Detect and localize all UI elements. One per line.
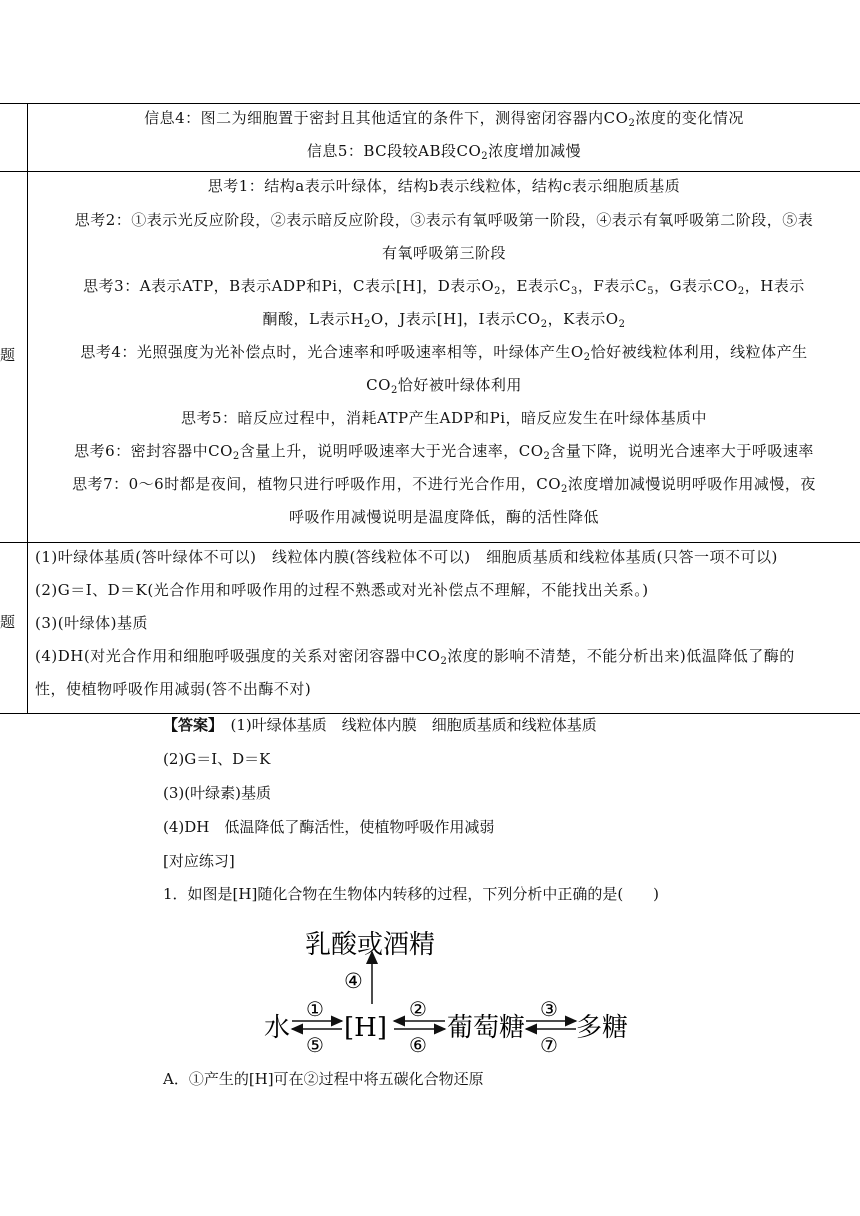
think-side-label: 题: [0, 346, 16, 364]
think-3-line-1: 思考3：A表示ATP，B表示ADP和Pi，C表示[H]，D表示$O_2$，E表示$C_3$，F表示$C_5$，G表示$CO_2$，H表示: [83, 277, 805, 297]
answer-line-1: 【答案】 (1)叶绿体基质 线粒体内膜 细胞质基质和线粒体基质: [163, 716, 597, 734]
think-7-line-2: 呼吸作用减慢说明是温度降低，酶的活性降低: [288, 508, 599, 526]
step-2-label: ②: [409, 997, 427, 1021]
answer-tag: 【答案】: [163, 716, 216, 734]
step-6-label: ⑥: [409, 1033, 427, 1057]
question-1: 1．如图是[H]随化合物在生物体内转移的过程，下列分析中正确的是( ): [163, 885, 660, 903]
hydrogen-transfer-diagram: [0, 918, 860, 1068]
info-4: 信息4：图二为细胞置于密封且其他适宜的条件下，测得密闭容器内$CO_2$浓度的变化情况: [144, 109, 744, 129]
label-glucose: 葡萄糖: [447, 1013, 526, 1043]
think-6: 思考6：密封容器中$CO_2$含量上升，说明呼吸速率大于光合速率，$CO_2$含量下降，说明光合速率大于呼吸速率: [74, 442, 814, 462]
answer-line-4: (4)DH 低温降低了酶活性，使植物呼吸作用减弱: [163, 818, 495, 836]
think-cell: [28, 172, 860, 542]
think-4-line-1: 思考4：光照强度为光补偿点时，光合速率和呼吸速率相等，叶绿体产生$O_2$恰好被线粒体利用，线粒体产生: [80, 343, 808, 363]
step-3-label: ③: [540, 997, 558, 1021]
think-1: 思考1：结构a表示叶绿体，结构b表示线粒体，结构c表示细胞质基质: [207, 177, 681, 195]
think-2-line-1: 思考2：①表示光反应阶段，②表示暗反应阶段，③表示有氧呼吸第一阶段，④表示有氧呼吸第二阶段，⑤表: [74, 211, 814, 229]
explain-cell: [28, 543, 860, 713]
label-polysaccharide: 多糖: [576, 1013, 629, 1043]
step-4-label: ④: [344, 969, 363, 993]
think-3-line-2: 酮酸，L表示$H_2O$，J表示[H]，I表示$CO_2$，K表示$O_2$: [262, 310, 626, 330]
step-7-label: ⑦: [540, 1033, 558, 1057]
think-2-line-2: 有氧呼吸第三阶段: [381, 244, 506, 262]
label-lactic-acid-or-alcohol: 乳酸或酒精: [305, 930, 436, 960]
info-cell: [28, 104, 860, 171]
label-h: [H]: [344, 1013, 387, 1043]
explain-4-line-2: 性，使植物呼吸作用减弱(答不出酶不对): [35, 680, 312, 698]
explain-4-line-1: (4)DH(对光合作用和细胞呼吸强度的关系对密闭容器中$CO_2$浓度的影响不清楚，不能分析出来)低温降低了酶的: [35, 647, 795, 667]
option-a: A．①产生的[H]可在②过程中将五碳化合物还原: [163, 1070, 484, 1088]
label-water: 水: [264, 1013, 291, 1043]
think-4-line-2: $CO_2$恰好被叶绿体利用: [366, 376, 522, 396]
info-5: 信息5：BC段较AB段$CO_2$浓度增加减慢: [306, 142, 582, 162]
practice-heading: [对应练习]: [163, 852, 235, 870]
step-1-label: ①: [306, 997, 324, 1021]
think-7-line-1: 思考7：0～6时都是夜间，植物只进行呼吸作用，不进行光合作用，$CO_2$浓度增加减慢说明呼吸作用减慢，夜: [72, 475, 816, 495]
explain-2: (2)G＝I、D＝K(光合作用和呼吸作用的过程不熟悉或对光补偿点不理解，不能找出关系。): [35, 581, 649, 599]
step-5-label: ⑤: [306, 1033, 324, 1057]
answer-line-2: (2)G＝I、D＝K: [163, 750, 271, 768]
explain-1: (1)叶绿体基质(答叶绿体不可以) 线粒体内膜(答线粒体不可以) 细胞质基质和线粒体基质(只答一项不可以): [35, 548, 778, 566]
explain-3: (3)(叶绿体)基质: [35, 614, 148, 632]
explain-side-label: 题: [0, 613, 16, 631]
answer-line-3: (3)(叶绿素)基质: [163, 784, 271, 802]
think-5: 思考5：暗反应过程中，消耗ATP产生ADP和Pi，暗反应发生在叶绿体基质中: [181, 409, 707, 427]
